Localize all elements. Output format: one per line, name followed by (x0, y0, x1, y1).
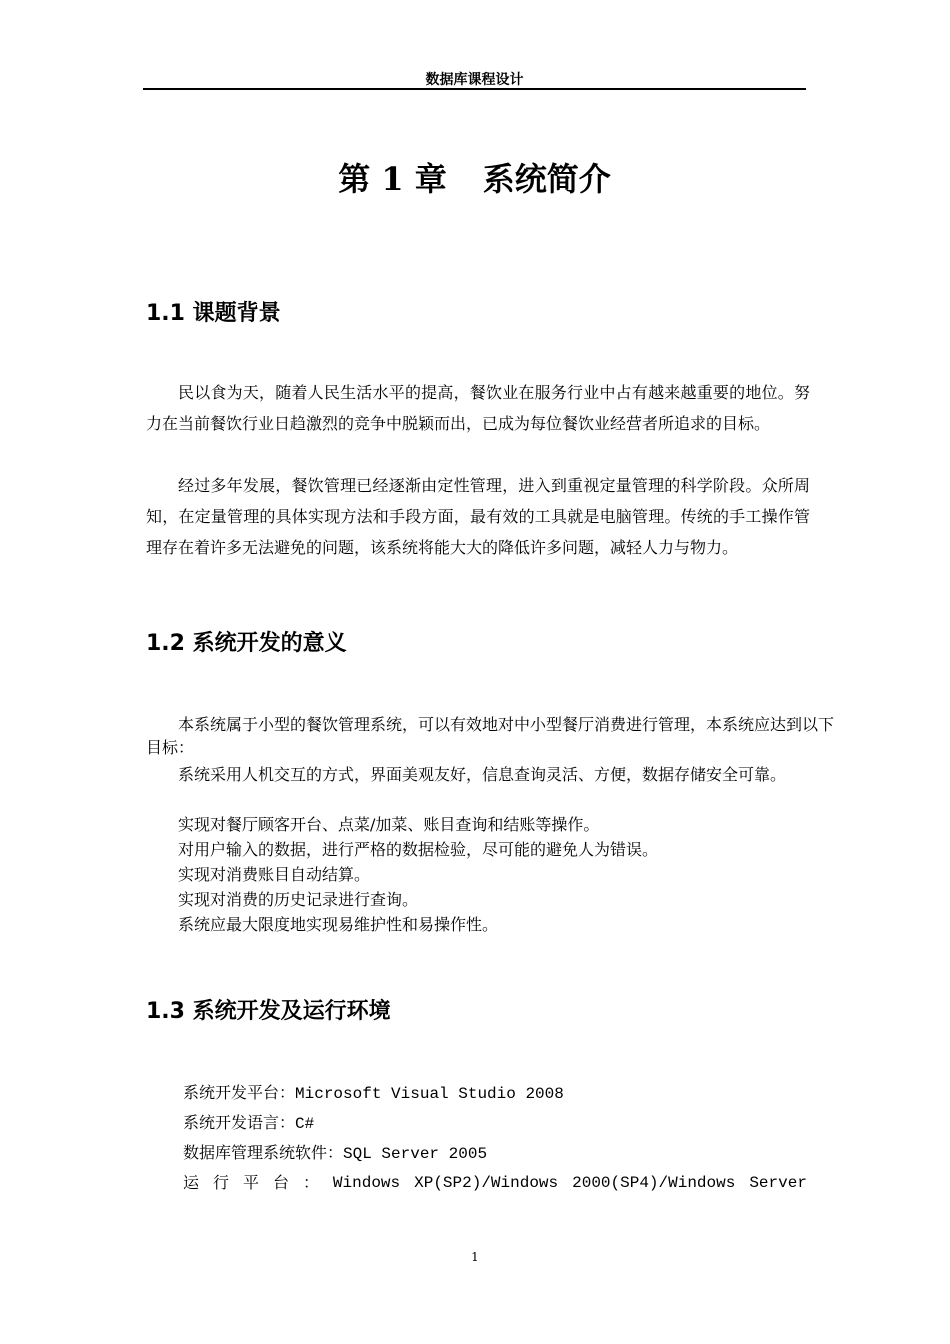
env-label: 系统开发平台： (183, 1083, 296, 1102)
env-label-char: ： (302, 1173, 319, 1192)
goal-item: 系统采用人机交互的方式，界面美观友好，信息查询灵活、方便，数据存储安全可靠。 (178, 765, 787, 784)
env-item-dbms (183, 1138, 487, 1169)
env-item-platform (183, 1078, 564, 1109)
env-value-word: 2000(SP4)/Windows (572, 1174, 736, 1192)
paragraph-significance-intro: 本系统属于小型的餐饮管理系统，可以有效地对中小型餐厅消费进行管理，本系统应达到以下目标： (146, 715, 835, 757)
chapter-subtitle: 系统简介 (482, 160, 611, 198)
env-label-char: 运 (183, 1173, 200, 1192)
section-heading-1-1: 1.1 课题背景 (146, 301, 281, 326)
env-value-word: XP(SP2)/Windows (414, 1174, 559, 1192)
env-value-word: Server (749, 1174, 807, 1192)
env-label-char: 行 (212, 1173, 229, 1192)
env-value-word: Windows (332, 1174, 401, 1192)
goal-item: 系统应最大限度地实现易维护性和易操作性。 (178, 915, 499, 934)
env-item-language (183, 1108, 314, 1139)
env-label-char: 台 (272, 1173, 289, 1192)
section-heading-1-2: 1.2 系统开发的意义 (146, 631, 347, 656)
env-value: SQL Server 2005 (343, 1145, 488, 1163)
paragraph-background-2: 经过多年发展，餐饮管理已经逐渐由定性管理，进入到重视定量管理的科学阶段。众所周知，在定量管理的具体实现方法和手段方面，最有效的工具就是电脑管理。传统的手工操作管理存在着许多无法避免的问题，该系统将能大大的降低许多问题，减轻人力与物力。 (146, 476, 810, 557)
goal-item: 实现对餐厅顾客开台、点菜/加菜、账目查询和结账等操作。 (178, 815, 600, 834)
paragraph-background-1: 民以食为天，随着人民生活水平的提高，餐饮业在服务行业中占有越来越重要的地位。努力在当前餐饮行业日趋激烈的竞争中脱颖而出，已成为每位餐饮业经营者所追求的目标。 (146, 383, 810, 433)
header-rule (143, 88, 806, 90)
goal-item: 实现对消费账目自动结算。 (178, 865, 371, 884)
env-label-char: 平 (242, 1173, 259, 1192)
env-label: 数据库管理系统软件： (183, 1143, 344, 1162)
env-value: C# (295, 1115, 315, 1133)
env-value: Microsoft Visual Studio 2008 (295, 1085, 564, 1103)
running-header: 数据库课程设计 (425, 72, 524, 88)
chapter-number: 第 1 章 (338, 160, 447, 198)
env-item-runtime (183, 1168, 807, 1198)
page-number: 1 (471, 1250, 479, 1264)
goal-item: 对用户输入的数据，进行严格的数据检验，尽可能的避免人为错误。 (178, 840, 659, 859)
chapter-title (143, 155, 806, 203)
section-heading-1-3: 1.3 系统开发及运行环境 (146, 999, 391, 1024)
env-label: 系统开发语言： (183, 1113, 296, 1132)
goal-item: 实现对消费的历史记录进行查询。 (178, 890, 419, 909)
